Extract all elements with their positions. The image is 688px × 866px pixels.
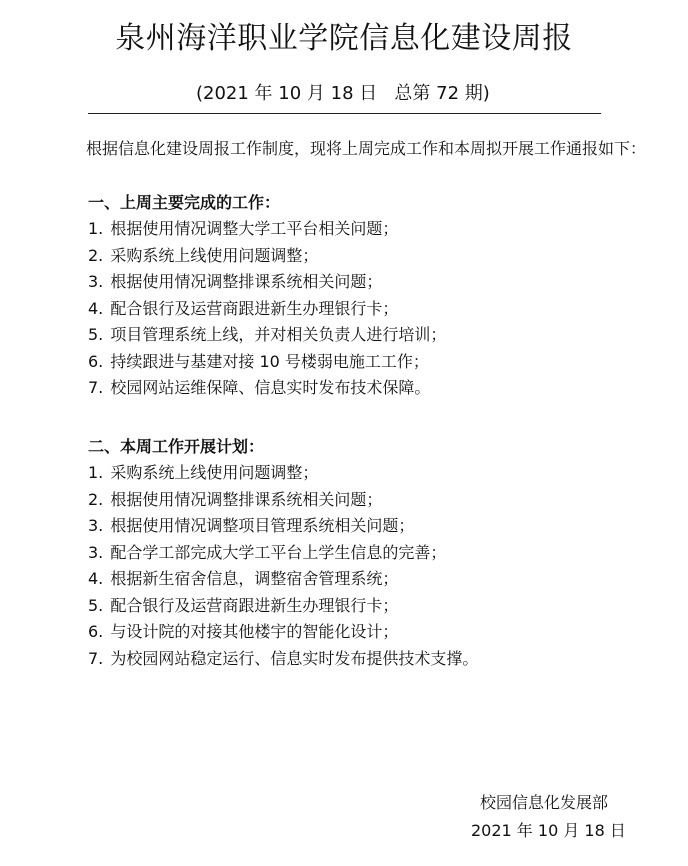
list-item-number: 1. <box>88 219 104 238</box>
list-item <box>88 460 478 487</box>
list-item-text: 持续跟进与基建对接 10 号楼弱电施工工作； <box>110 351 429 371</box>
list-item-number: 6. <box>88 351 104 371</box>
list-item-number: 3. <box>88 542 104 562</box>
list-item-text: 配合银行及运营商跟进新生办理银行卡； <box>110 595 399 615</box>
header-divider <box>88 113 601 114</box>
list-item-text: 项目管理系统上线，并对相关负责人进行培训； <box>110 325 447 344</box>
list-item-number: 6. <box>88 622 104 641</box>
list-item <box>88 322 446 349</box>
issue-date-number: (2021 年 10 月 18 日 总第 72 期) <box>196 83 490 104</box>
list-item-text: 配合学工部完成大学工平台上学生信息的完善； <box>110 542 447 562</box>
list-item <box>88 269 446 296</box>
list-item-text: 根据使用情况调整排课系统相关问题； <box>110 272 383 291</box>
list-item <box>88 566 478 593</box>
list-item-number: 3. <box>88 272 104 291</box>
list-item-number: 1. <box>88 463 104 482</box>
list-item-text: 配合银行及运营商跟进新生办理银行卡； <box>110 298 399 318</box>
list-item <box>88 216 446 243</box>
list-item-number: 3. <box>88 516 104 535</box>
list-item-text: 与设计院的对接其他楼宇的智能化设计； <box>110 622 399 641</box>
report-title: 泉州海洋职业学院信息化建设周报 <box>115 21 573 56</box>
list-item <box>88 513 478 540</box>
section-this-week-heading: 二、本周工作开展计划： <box>88 437 265 456</box>
list-item <box>88 296 446 323</box>
list-item <box>88 243 446 270</box>
list-item <box>88 540 478 567</box>
list-item-text: 为校园网站稳定运行、信息实时发布提供技术支撑。 <box>110 648 479 668</box>
list-item-number: 4. <box>88 298 104 318</box>
list-item <box>88 487 478 514</box>
intro-paragraph: 根据信息化建设周报工作制度，现将上周完成工作和本周拟开展工作通报如下： <box>86 139 647 158</box>
list-item-text: 根据使用情况调整大学工平台相关问题； <box>110 219 399 238</box>
list-item <box>88 619 478 646</box>
list-item <box>88 593 478 620</box>
last-week-work-list <box>88 216 446 402</box>
list-item-number: 7. <box>88 648 104 668</box>
list-item-text: 根据新生宿舍信息，调整宿舍管理系统； <box>110 569 399 588</box>
list-item-text: 采购系统上线使用问题调整； <box>110 245 319 265</box>
signature-date: 2021 年 10 月 18 日 <box>471 821 626 840</box>
list-item <box>88 375 446 402</box>
this-week-plan-list <box>88 460 478 672</box>
list-item-number: 2. <box>88 489 104 509</box>
list-item-number: 4. <box>88 569 104 588</box>
list-item-number: 2. <box>88 245 104 265</box>
signature-department: 校园信息化发展部 <box>480 793 609 812</box>
list-item <box>88 349 446 376</box>
list-item-number: 7. <box>88 378 104 397</box>
section-last-week-heading: 一、上周主要完成的工作： <box>88 193 281 212</box>
list-item-text: 根据使用情况调整项目管理系统相关问题； <box>110 516 415 535</box>
list-item-text: 校园网站运维保障、信息实时发布技术保障。 <box>110 378 431 397</box>
list-item-text: 根据使用情况调整排课系统相关问题； <box>110 489 383 509</box>
list-item-text: 采购系统上线使用问题调整； <box>110 463 319 482</box>
list-item-number: 5. <box>88 595 104 615</box>
list-item-number: 5. <box>88 325 104 344</box>
list-item <box>88 646 478 673</box>
